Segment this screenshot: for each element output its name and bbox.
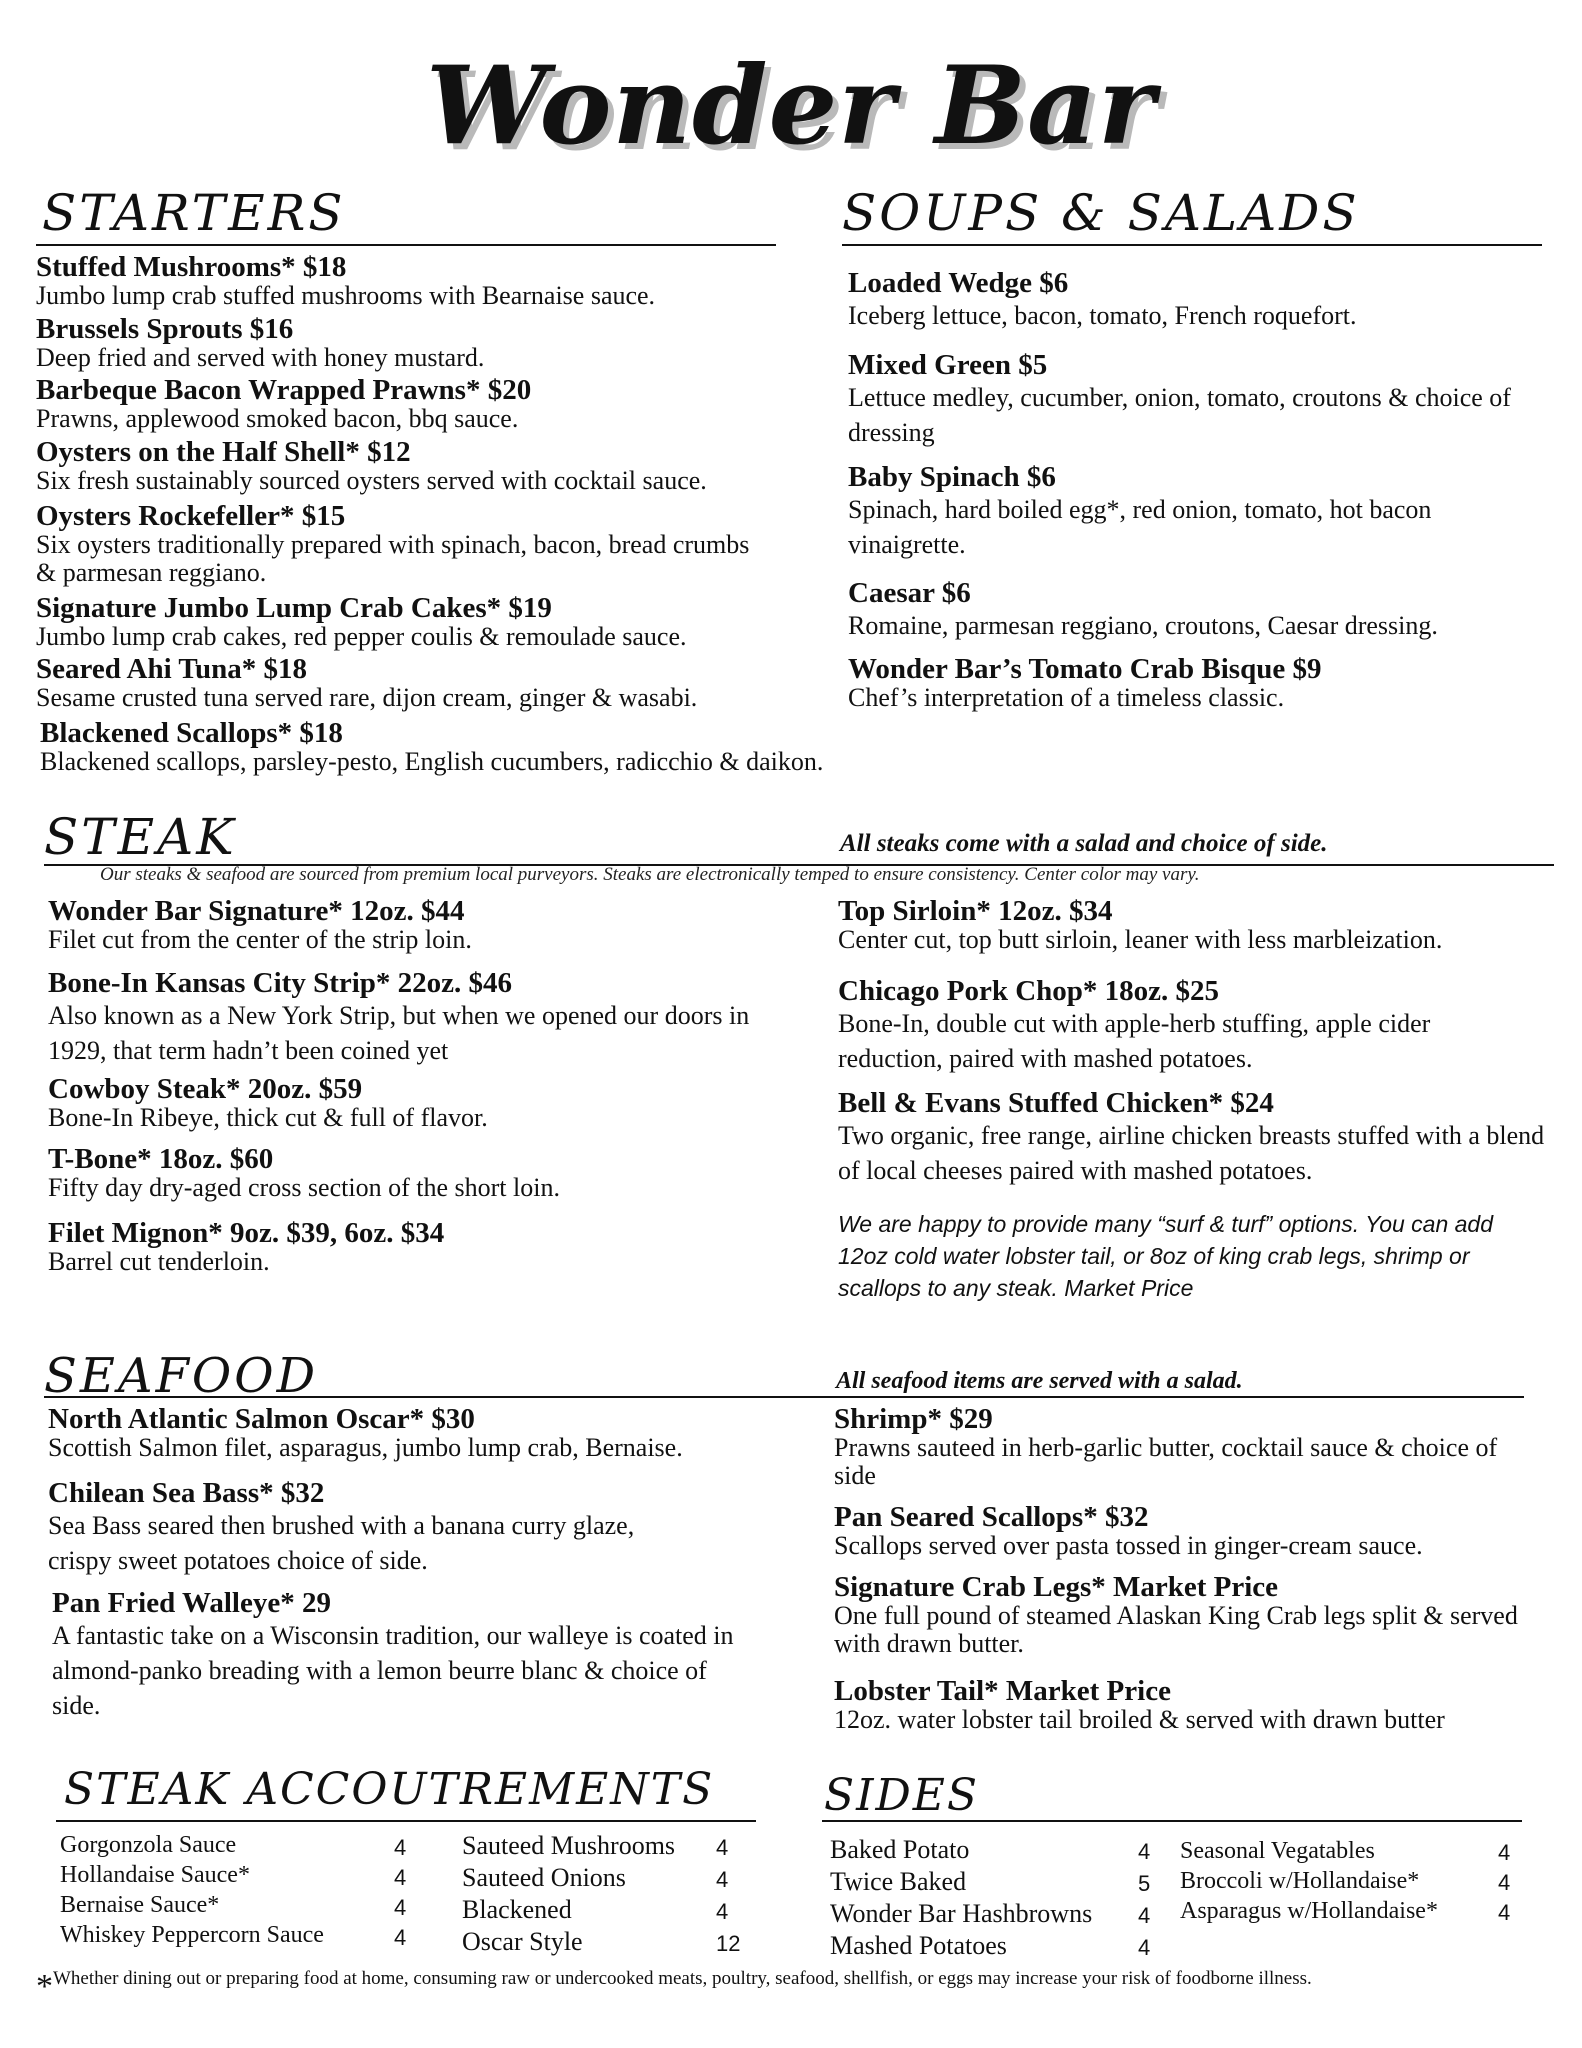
menu-item (848, 350, 1528, 450)
accoutrements-col2-prices (716, 1832, 740, 1960)
price: 4 (1138, 1935, 1151, 1960)
item-desc: Six fresh sustainably sourced oysters served with cocktail sauce. (36, 466, 707, 495)
item-desc: Bone-In Ribeye, thick cut & full of flavor. (48, 1103, 488, 1132)
list-item: Gorgonzola Sauce (60, 1832, 237, 1858)
menu-item (36, 314, 816, 372)
list-item: Seasonal Vegatables (1180, 1838, 1375, 1864)
price: 4 (394, 1895, 407, 1920)
menu-item (848, 268, 1548, 333)
accoutrements-rule (56, 1820, 756, 1822)
steak-heading: STEAK (44, 808, 237, 866)
list-item: Oscar Style (462, 1927, 583, 1956)
item-desc: One full pound of steamed Alaskan King Crab legs split & served with drawn butter. (834, 1601, 1518, 1658)
sides-col2-prices (1498, 1838, 1510, 1928)
menu-item (48, 896, 808, 954)
price: 4 (716, 1899, 729, 1924)
item-name: Wonder Bar Signature* 12oz. $44 (48, 895, 465, 927)
item-desc: Two organic, free range, airline chicken breasts stuffed with a blend of local cheeses paired with mashed potatoes. (838, 1121, 1545, 1185)
seafood-rule (44, 1396, 1524, 1398)
item-desc: Jumbo lump crab stuffed mushrooms with Bearnaise sauce. (36, 281, 656, 310)
footnote (36, 1968, 1312, 2006)
price: 4 (394, 1865, 407, 1890)
item-name: Pan Fried Walleye* 29 (52, 1587, 331, 1619)
item-desc: Romaine, parmesan reggiano, croutons, Caesar dressing. (848, 611, 1438, 640)
footnote-star: * (36, 1968, 53, 2005)
menu-item (40, 718, 1000, 776)
item-name: Blackened Scallops* $18 (40, 717, 343, 749)
menu-item (834, 1572, 1564, 1658)
menu-item (838, 976, 1538, 1076)
item-desc: Fifty day dry-aged cross section of the short loin. (48, 1173, 560, 1202)
item-name: Caesar $6 (848, 577, 971, 609)
item-desc: Six oysters traditionally prepared with spinach, bacon, bread crumbs & parmesan reggiano. (36, 530, 750, 587)
list-item: Mashed Potatoes (830, 1931, 1007, 1960)
item-name: T-Bone* 18oz. $60 (48, 1143, 274, 1175)
page-title: Wonder Bar (426, 43, 1156, 169)
item-name: Stuffed Mushrooms* $18 (36, 251, 347, 283)
menu-item (48, 1218, 808, 1276)
list-item: Baked Potato (830, 1835, 970, 1864)
surf-turf-note: We are happy to provide many “surf & turf” options. You can add 12oz cold water lobster tail, or 8oz of king crab legs, shrimp or scallops to any steak. Market Price (838, 1211, 1494, 1301)
item-name: Loaded Wedge $6 (848, 267, 1069, 299)
item-name: Top Sirloin* 12oz. $34 (838, 895, 1113, 927)
price: 4 (394, 1835, 407, 1860)
list-item: Sauteed Onions (462, 1863, 626, 1892)
sides-col1-prices (1138, 1836, 1150, 1964)
menu-item (36, 501, 776, 587)
seafood-note: All seafood items are served with a salad. (836, 1368, 1243, 1394)
item-desc: Also known as a New York Strip, but when we opened our doors in 1929, that term hadn’t been coined yet (48, 1001, 750, 1065)
menu-item (834, 1502, 1564, 1560)
item-name: Seared Ahi Tuna* $18 (36, 653, 308, 685)
list-item: Hollandaise Sauce* (60, 1862, 250, 1888)
item-desc: Prawns sauteed in herb-garlic butter, cocktail sauce & choice of side (834, 1433, 1498, 1490)
item-name: Signature Jumbo Lump Crab Cakes* $19 (36, 592, 552, 624)
price: 12 (716, 1931, 741, 1956)
item-desc: Chef’s interpretation of a timeless classic. (848, 683, 1285, 712)
menu-item (848, 578, 1568, 643)
item-name: Lobster Tail* Market Price (834, 1675, 1171, 1707)
list-item: Twice Baked (830, 1867, 967, 1896)
item-name: Cowboy Steak* 20oz. $59 (48, 1073, 363, 1105)
soups-heading: SOUPS & SALADS (842, 184, 1360, 242)
item-desc: Blackened scallops, parsley-pesto, English cucumbers, radicchio & daikon. (40, 747, 824, 776)
item-desc: Lettuce medley, cucumber, onion, tomato, croutons & choice of dressing (848, 383, 1511, 447)
item-name: Chilean Sea Bass* $32 (48, 1477, 325, 1509)
price: 4 (1138, 1839, 1151, 1864)
item-desc: 12oz. water lobster tail broiled & served with drawn butter (834, 1705, 1445, 1734)
accoutrements-heading: STEAK ACCOUTREMENTS (64, 1764, 715, 1815)
list-item: Whiskey Peppercorn Sauce (60, 1922, 324, 1948)
item-desc: A fantastic take on a Wisconsin tradition, our walleye is coated in almond-panko breading with a lemon beurre blanc & choice of side. (52, 1621, 734, 1720)
price: 4 (394, 1925, 407, 1950)
steak-subnote: Our steaks & seafood are sourced from premium local purveyors. Steaks are electronically temped to ensure consistency. Center color may vary. (100, 864, 1200, 885)
item-desc: Sesame crusted tuna served rare, dijon cream, ginger & wasabi. (36, 683, 698, 712)
item-desc: Sea Bass seared then brushed with a banana curry glaze, crispy sweet potatoes choice of side. (48, 1511, 635, 1575)
item-name: Chicago Pork Chop* 18oz. $25 (838, 975, 1220, 1007)
menu-item (48, 1478, 688, 1578)
sides-heading: SIDES (824, 1770, 980, 1821)
item-name: Bell & Evans Stuffed Chicken* $24 (838, 1087, 1274, 1119)
menu-item (36, 252, 816, 310)
sides-col2 (1180, 1836, 1438, 1926)
item-name: North Atlantic Salmon Oscar* $30 (48, 1403, 475, 1435)
menu-item (838, 1088, 1558, 1188)
item-desc: Iceberg lettuce, bacon, tomato, French roquefort. (848, 301, 1357, 330)
menu-item (48, 968, 768, 1068)
item-name: Filet Mignon* 9oz. $39, 6oz. $34 (48, 1217, 445, 1249)
seafood-heading: SEAFOOD (44, 1348, 319, 1404)
sides-col1 (830, 1834, 1092, 1962)
menu-item (848, 654, 1548, 712)
list-item: Sauteed Mushrooms (462, 1831, 676, 1860)
item-name: Oysters Rockefeller* $15 (36, 500, 346, 532)
item-desc: Center cut, top butt sirloin, leaner with less marbleization. (838, 925, 1443, 954)
menu-item (834, 1676, 1564, 1734)
item-name: Signature Crab Legs* Market Price (834, 1571, 1279, 1603)
menu-item (838, 896, 1568, 954)
item-name: Baby Spinach $6 (848, 461, 1056, 493)
list-item: Blackened (462, 1895, 572, 1924)
item-name: Wonder Bar’s Tomato Crab Bisque $9 (848, 653, 1322, 685)
menu-item (36, 375, 816, 433)
starters-rule (36, 244, 776, 246)
accoutrements-col1 (60, 1830, 324, 1950)
menu-item (36, 593, 816, 651)
item-name: Barbeque Bacon Wrapped Prawns* $20 (36, 374, 532, 406)
menu-item (848, 462, 1468, 562)
price: 4 (716, 1867, 729, 1892)
item-name: Oysters on the Half Shell* $12 (36, 436, 411, 468)
menu-item (36, 654, 836, 712)
soups-rule (842, 244, 1542, 246)
menu-item (52, 1588, 752, 1723)
item-name: Bone-In Kansas City Strip* 22oz. $46 (48, 967, 513, 999)
item-desc: Bone-In, double cut with apple-herb stuffing, apple cider reduction, paired with mashed potatoes. (838, 1009, 1431, 1073)
footnote-text: Whether dining out or preparing food at home, consuming raw or undercooked meats, poultry, seafood, shellfish, or eggs may increase your risk of foodborne illness. (53, 1968, 1312, 1989)
item-desc: Jumbo lump crab cakes, red pepper coulis & remoulade sauce. (36, 622, 687, 651)
item-name: Shrimp* $29 (834, 1403, 993, 1435)
item-desc: Prawns, applewood smoked bacon, bbq sauce. (36, 404, 519, 433)
price: 4 (1138, 1903, 1151, 1928)
price: 4 (1498, 1900, 1511, 1925)
item-desc: Scottish Salmon filet, asparagus, jumbo lump crab, Bernaise. (48, 1433, 683, 1462)
list-item: Wonder Bar Hashbrowns (830, 1899, 1093, 1928)
accoutrements-col2 (462, 1830, 675, 1958)
price: 4 (1498, 1840, 1511, 1865)
list-item: Bernaise Sauce* (60, 1892, 220, 1918)
item-name: Brussels Sprouts $16 (36, 313, 294, 345)
item-name: Pan Seared Scallops* $32 (834, 1501, 1149, 1533)
starters-heading: STARTERS (42, 184, 346, 242)
menu-item (834, 1404, 1524, 1490)
menu-item (48, 1404, 828, 1462)
item-desc: Spinach, hard boiled egg*, red onion, tomato, hot bacon vinaigrette. (848, 495, 1432, 559)
item-desc: Barrel cut tenderloin. (48, 1247, 270, 1276)
sides-rule (822, 1820, 1522, 1822)
price: 5 (1138, 1871, 1151, 1896)
list-item: Broccoli w/Hollandaise* (1180, 1868, 1420, 1894)
item-desc: Scallops served over pasta tossed in ginger-cream sauce. (834, 1531, 1423, 1560)
list-item: Asparagus w/Hollandaise* (1180, 1898, 1438, 1924)
item-name: Mixed Green $5 (848, 349, 1048, 381)
menu-item (48, 1074, 808, 1132)
steak-note: All steaks come with a salad and choice of side. (840, 830, 1328, 857)
item-desc: Deep fried and served with honey mustard. (36, 343, 485, 372)
menu-item (48, 1144, 808, 1202)
price: 4 (716, 1835, 729, 1860)
item-desc: Filet cut from the center of the strip loin. (48, 925, 472, 954)
price: 4 (1498, 1870, 1511, 1895)
accoutrements-col1-prices (394, 1833, 406, 1953)
menu-item (36, 437, 836, 495)
